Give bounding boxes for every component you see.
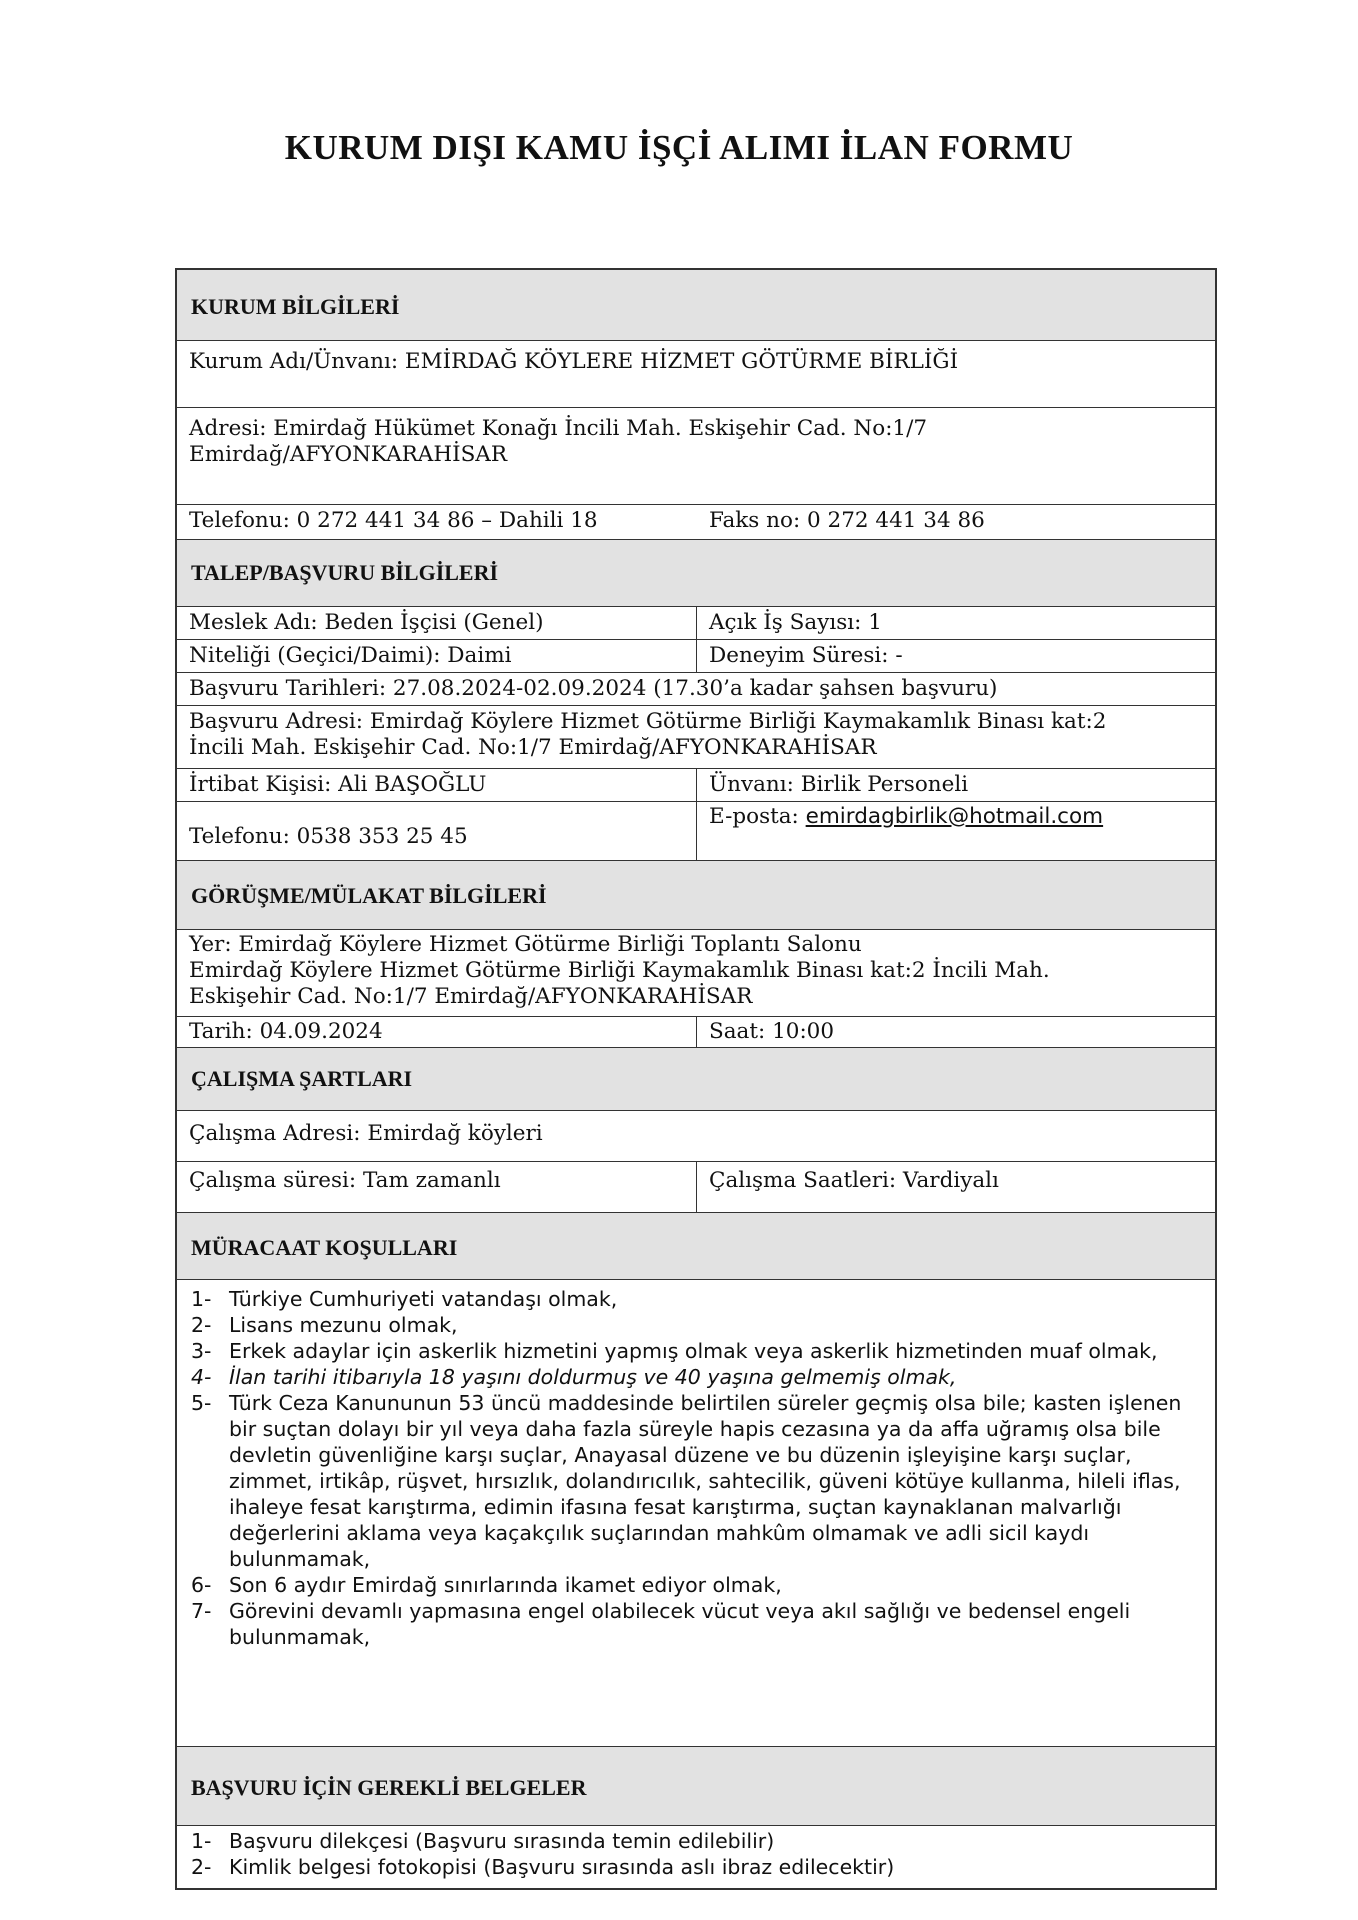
- list-item: [191, 1312, 1203, 1338]
- basvuru-adresi-line2: İncili Mah. Eskişehir Cad. No:1/7 Emirdağ/AFYONKARAHİSAR: [189, 735, 877, 760]
- item-text: Türk Ceza Kanununun 53 üncü maddesinde belirtilen süreler geçmiş olsa bile; kasten işlenen bir suçtan dolayı bir yıl veya daha fazla süreyle hapis cezasına ya da affa uğramış olsa bile devletin güvenliğine karşı suçlar, Anayasal düzene ve bu düzenin işleyişine karşı suçlar, zimmet, irtikâp, rüşvet, hırsızlık, dolandırıcılık, sahtecilik, güveni kötüye kullanma, hileli iflas, ihaleye fesat karıştırma, edimin ifasına fesat karıştırma, suçtan kaynaklanan malvarlığı değerlerini aklama veya kaçakçılık suçlarından mahkûm olmamak ve adli sicil kaydı bulunmamak,: [229, 1391, 1182, 1571]
- section-kurum-heading: [177, 270, 1215, 341]
- list-item: [191, 1364, 1203, 1390]
- gorusme-yeri: [177, 930, 1215, 1016]
- talep-row-6: [177, 802, 1215, 861]
- kurum-adres-line1: Adresi: Emirdağ Hükümet Konağı İncili Mah. Eskişehir Cad. No:1/7: [189, 416, 928, 441]
- item-number: 2-: [191, 1313, 212, 1337]
- kurum-adres-line2: Emirdağ/AFYONKARAHİSAR: [189, 442, 508, 467]
- gorusme-yer-row: [177, 930, 1215, 1017]
- item-text: Başvuru dilekçesi (Başvuru sırasında temin edilebilir): [229, 1829, 775, 1853]
- item-text: İlan tarihi itibarıyla 18 yaşını doldurmuş ve 40 yaşına gelmemiş olmak,: [229, 1365, 957, 1389]
- item-number: 7-: [191, 1599, 212, 1623]
- gorusme-yer-line2: Emirdağ Köylere Hizmet Götürme Birliği Kaymakamlık Binası kat:2 İncili Mah.: [189, 958, 1050, 983]
- list-item: [191, 1598, 1203, 1650]
- kurum-adi: Kurum Adı/Ünvanı: EMİRDAĞ KÖYLERE HİZMET GÖTÜRME BİRLİĞİ: [189, 349, 959, 374]
- item-text: Görevini devamlı yapmasına engel olabilecek vücut veya akıl sağlığı ve bedensel engeli bulunmamak,: [229, 1599, 1131, 1649]
- kurum-telefon: Telefonu: 0 272 441 34 86 – Dahili 18: [189, 508, 598, 533]
- list-item: [191, 1286, 1203, 1312]
- item-text: Kimlik belgesi fotokopisi (Başvuru sırasında aslı ibraz edilecektir): [229, 1855, 895, 1879]
- section-heading: MÜRACAAT KOŞULLARI: [177, 1213, 1215, 1279]
- eposta-label: E-posta:: [709, 804, 806, 829]
- item-text: Lisans mezunu olmak,: [229, 1313, 458, 1337]
- belgeler-list: [177, 1826, 906, 1888]
- basvuru-tarihleri: Başvuru Tarihleri: 27.08.2024-02.09.2024 (17.30’a kadar şahsen başvuru): [189, 676, 998, 701]
- gorusme-yer-line3: Eskişehir Cad. No:1/7 Emirdağ/AFYONKARAHİSAR: [189, 984, 753, 1009]
- kurum-adres: [177, 408, 1215, 504]
- kurum-contact: [177, 505, 1215, 539]
- list-item: [191, 1572, 1203, 1598]
- item-number: 4-: [191, 1365, 212, 1389]
- item-number: 6-: [191, 1573, 212, 1597]
- item-number: 5-: [191, 1391, 212, 1415]
- irtibat-kisisi: İrtibat Kişisi: Ali BAŞOĞLU: [177, 769, 697, 801]
- unvani: Ünvanı: Birlik Personeli: [709, 772, 969, 797]
- page-title: KURUM DIŞI KAMU İŞÇİ ALIMI İLAN FORMU: [284, 128, 1074, 167]
- talep-row-4: [177, 706, 1215, 769]
- kurum-faks: Faks no: 0 272 441 34 86: [709, 508, 985, 533]
- acik-is-sayisi: Açık İş Sayısı: 1: [709, 610, 882, 635]
- list-item: [191, 1390, 1203, 1572]
- item-number: 3-: [191, 1339, 212, 1363]
- niteligi: Niteliği (Geçici/Daimi): Daimi: [177, 640, 697, 672]
- talep-row-2: [177, 640, 1215, 673]
- list-item: [191, 1338, 1203, 1364]
- eposta: [697, 802, 1215, 860]
- calisma-saatleri: Çalışma Saatleri: Vardiyalı: [709, 1168, 999, 1193]
- item-text: Erkek adaylar için askerlik hizmetini yapmış olmak veya askerlik hizmetinden muaf olmak,: [229, 1339, 1158, 1363]
- talep-row-1: [177, 607, 1215, 640]
- item-number: 2-: [191, 1855, 212, 1879]
- section-talep-heading: [177, 540, 1215, 607]
- gorusme-tarih-row: [177, 1017, 1215, 1048]
- list-item: [191, 1828, 894, 1854]
- list-item: [191, 1854, 894, 1880]
- irtibat-telefonu: Telefonu: 0538 353 25 45: [177, 802, 697, 860]
- section-heading: KURUM BİLGİLERİ: [177, 270, 1215, 340]
- section-muracaat-heading: [177, 1213, 1215, 1280]
- basvuru-adresi: [177, 706, 1215, 768]
- calisma-sure-row: [177, 1162, 1215, 1213]
- gorusme-saati: Saat: 10:00: [709, 1019, 835, 1044]
- section-belgeler-heading: [177, 1747, 1215, 1826]
- meslek-adi: Meslek Adı: Beden İşçisi (Genel): [177, 607, 697, 639]
- deneyim-suresi: Deneyim Süresi: -: [709, 643, 903, 668]
- kurum-adres-row: [177, 408, 1215, 505]
- eposta-link[interactable]: emirdagbirlik@hotmail.com: [805, 804, 1104, 829]
- gorusme-yer-line1: Yer: Emirdağ Köylere Hizmet Götürme Birliği Toplantı Salonu: [189, 932, 862, 957]
- talep-row-5: [177, 769, 1215, 802]
- belgeler-list-row: [177, 1826, 1215, 1888]
- basvuru-adresi-line1: Başvuru Adresi: Emirdağ Köylere Hizmet Götürme Birliği Kaymakamlık Binası kat:2: [189, 709, 1107, 734]
- section-calisma-heading: [177, 1048, 1215, 1111]
- gorusme-tarihi: Tarih: 04.09.2024: [177, 1017, 697, 1047]
- calisma-adres-row: [177, 1111, 1215, 1162]
- calisma-suresi: Çalışma süresi: Tam zamanlı: [177, 1162, 697, 1212]
- announcement-form: [175, 268, 1217, 1890]
- section-heading: GÖRÜŞME/MÜLAKAT BİLGİLERİ: [177, 861, 1215, 929]
- section-gorusme-heading: [177, 861, 1215, 930]
- item-text: Son 6 aydır Emirdağ sınırlarında ikamet ediyor olmak,: [229, 1573, 782, 1597]
- section-heading: ÇALIŞMA ŞARTLARI: [177, 1048, 1215, 1110]
- section-heading: TALEP/BAŞVURU BİLGİLERİ: [177, 540, 1215, 606]
- item-number: 1-: [191, 1829, 212, 1853]
- item-text: Türkiye Cumhuriyeti vatandaşı olmak,: [229, 1287, 618, 1311]
- muracaat-list-row: [177, 1280, 1215, 1747]
- calisma-adresi: Çalışma Adresi: Emirdağ köyleri: [189, 1121, 543, 1146]
- kurum-tel-row: [177, 505, 1215, 540]
- talep-row-3: [177, 673, 1215, 706]
- kurum-adi-row: [177, 341, 1215, 408]
- section-heading: BAŞVURU İÇİN GEREKLİ BELGELER: [177, 1747, 1215, 1825]
- item-number: 1-: [191, 1287, 212, 1311]
- muracaat-list: [177, 1280, 1215, 1746]
